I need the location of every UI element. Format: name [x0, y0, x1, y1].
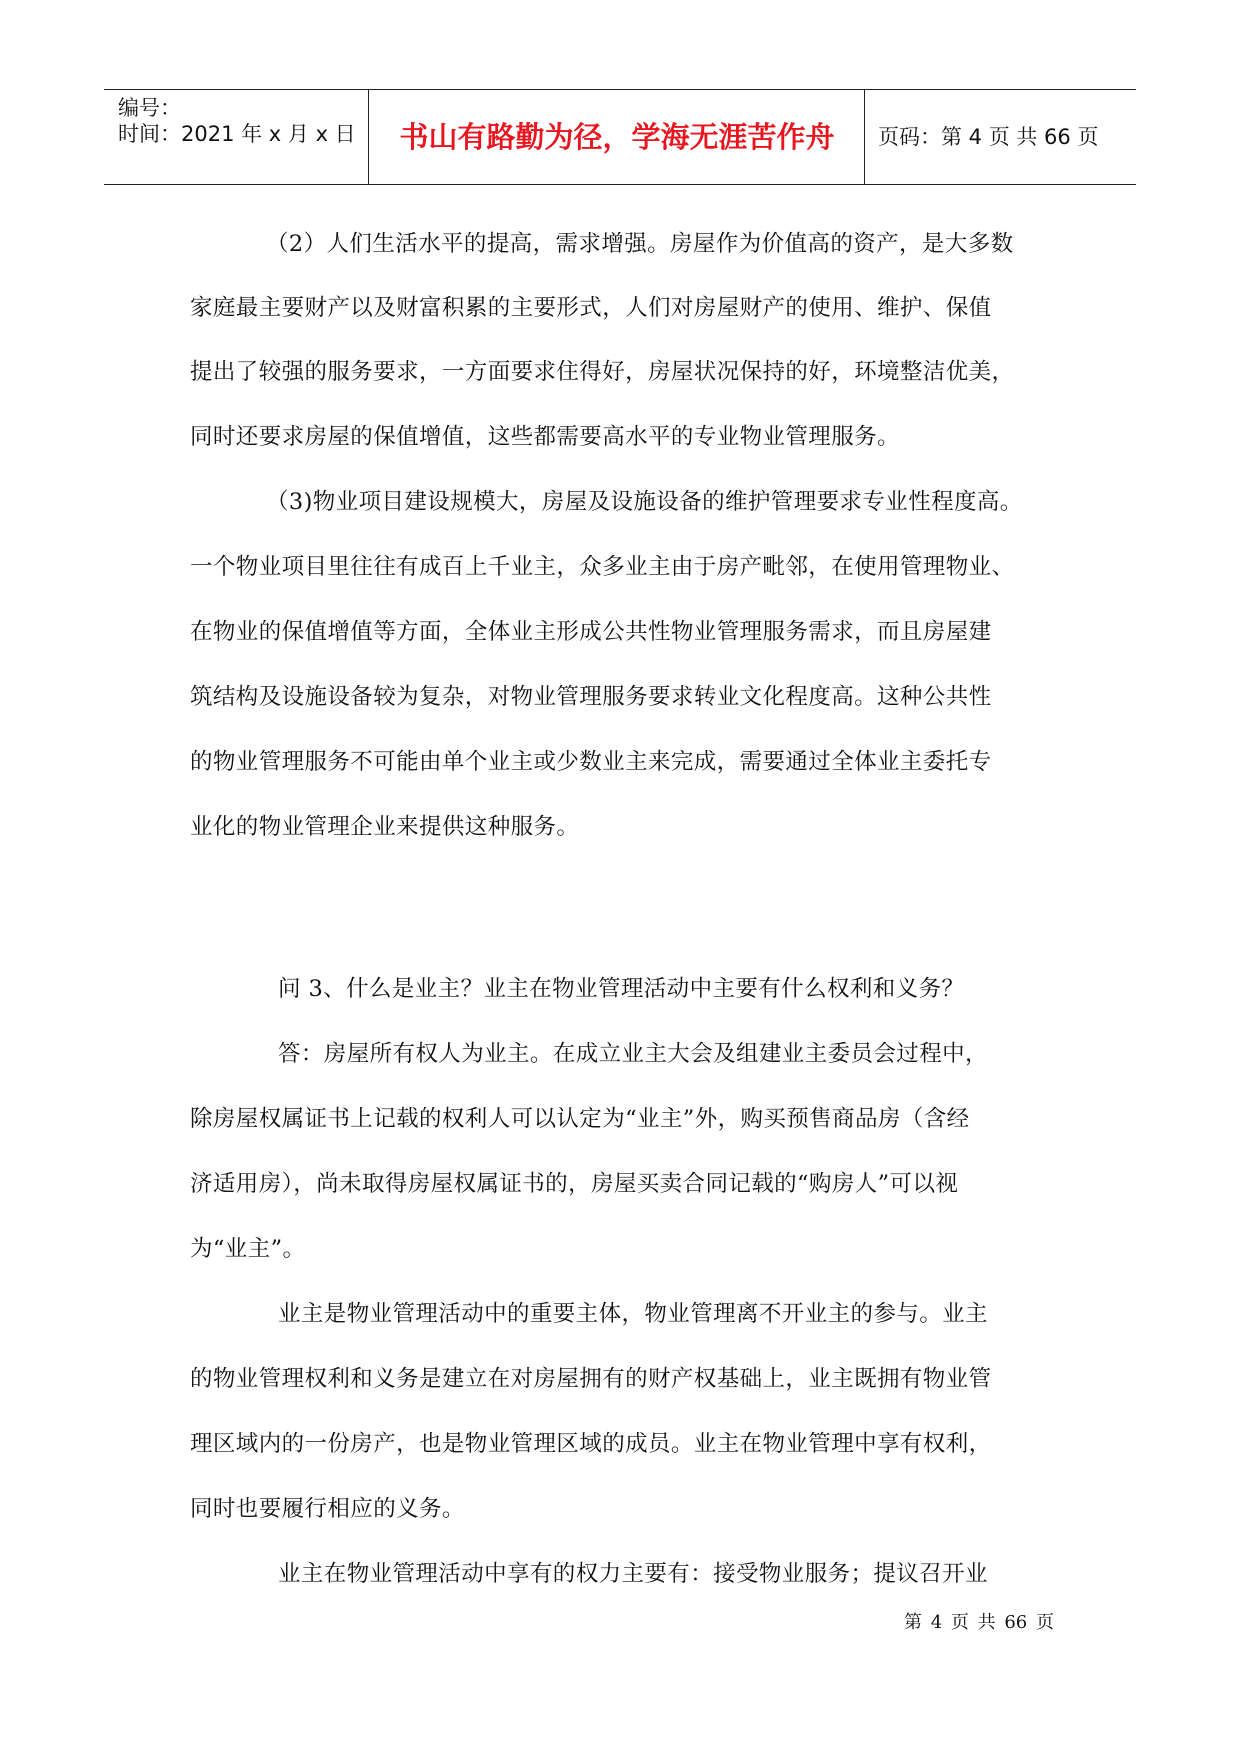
paragraph-line: 业主在物业管理活动中享有的权力主要有：接受物业服务；提议召开业 — [278, 1561, 988, 1587]
paragraph-line: 的物业管理权利和义务是建立在对房屋拥有的财产权基础上，业主既拥有物业管 — [190, 1366, 992, 1392]
paragraph-line: 的物业管理服务不可能由单个业主或少数业主来完成，需要通过全体业主委托专 — [190, 749, 992, 775]
page-footer: 第 4 页 共 66 页 — [904, 1612, 1054, 1633]
header-page-number: 页码：第 4 页 共 66 页 — [878, 125, 1099, 149]
header-motto: 书山有路勤为径，学海无涯苦作舟 — [370, 90, 865, 184]
paragraph-line: 业化的物业管理企业来提供这种服务。 — [190, 814, 580, 840]
paragraph-line: 济适用房），尚未取得房屋权属证书的，房屋买卖合同记载的“购房人”可以视 — [190, 1171, 959, 1197]
header-meta — [104, 90, 369, 184]
paragraph-line: 答：房屋所有权人为业主。在成立业主大会及组建业主委员会过程中， — [278, 1041, 988, 1067]
paragraph-line: 为“业主”。 — [190, 1236, 306, 1262]
document-time-label: 时间：2021 年 x 月 x 日 — [118, 122, 356, 146]
paragraph-line: 除房屋权属证书上记载的权利人可以认定为“业主”外，购买预售商品房（含经 — [190, 1106, 970, 1132]
document-number-label: 编号： — [118, 96, 181, 120]
page-header — [104, 89, 1136, 185]
paragraph-line: 在物业的保值增值等方面，全体业主形成公共性物业管理服务需求，而且房屋建 — [190, 619, 992, 645]
paragraph-line: 业主是物业管理活动中的重要主体，物业管理离不开业主的参与。业主 — [278, 1301, 988, 1327]
paragraph-line: 筑结构及设施设备较为复杂，对物业管理服务要求转业文化程度高。这种公共性 — [190, 684, 992, 710]
paragraph-line: （3)物业项目建设规模大，房屋及设施设备的维护管理要求专业性程度高。 — [266, 489, 1023, 515]
paragraph-line: 理区域内的一份房产，也是物业管理区域的成员。业主在物业管理中享有权利， — [190, 1431, 992, 1457]
paragraph-line: 同时也要履行相应的义务。 — [190, 1496, 465, 1522]
paragraph-line: 一个物业项目里往往有成百上千业主，众多业主由于房产毗邻，在使用管理物业、 — [190, 554, 1015, 580]
paragraph-line: （2）人们生活水平的提高，需求增强。房屋作为价值高的资产，是大多数 — [266, 231, 1014, 257]
paragraph-line: 提出了较强的服务要求，一方面要求住得好，房屋状况保持的好，环境整洁优美， — [190, 359, 1015, 385]
question-heading: 问 3、什么是业主？业主在物业管理活动中主要有什么权利和义务？ — [278, 976, 965, 1002]
paragraph-line: 同时还要求房屋的保值增值，这些都需要高水平的专业物业管理服务。 — [190, 424, 900, 450]
paragraph-line: 家庭最主要财产以及财富积累的主要形式，人们对房屋财产的使用、维护、保值 — [190, 295, 992, 321]
